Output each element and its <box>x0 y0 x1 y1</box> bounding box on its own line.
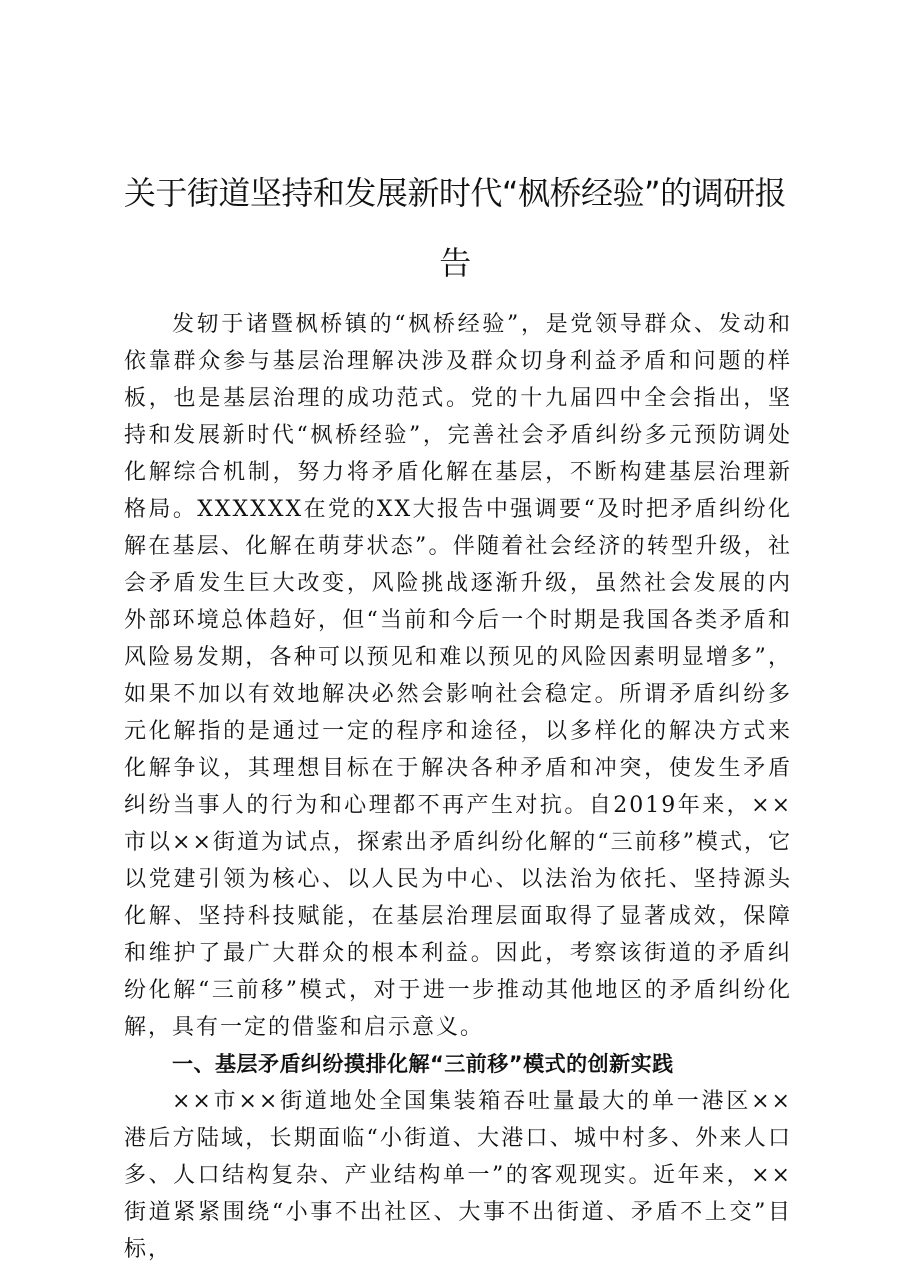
section-heading: 一、基层矛盾纠纷摸排化解“三前移”模式的创新实践 <box>172 1052 674 1076</box>
document-body <box>124 306 792 1268</box>
section-paragraph: ××市××街道地处全国集装箱吞吐量最大的单一港区××港后方陆域，长期面临“小街道、大港口、城中村多、外来人口多、人口结构复杂、产业结构单一”的客观现实。近年来，××街道紧紧围绕“小事不出社区、大事不出街道、矛盾不上交”目标， <box>124 1089 792 1262</box>
intro-paragraph: 发轫于诸暨枫桥镇的“枫桥经验”，是党领导群众、发动和依靠群众参与基层治理解决涉及群众切身利益矛盾和问题的样板，也是基层治理的成功范式。党的十九届四中全会指出，坚持和发展新时代“枫桥经验”，完善社会矛盾纠纷多元预防调处化解综合机制，努力将矛盾化解在基层，不断构建基层治理新格局。XXXXXX在党的XX大报告中强调要“及时把矛盾纠纷化解在基层、化解在萌芽状态”。伴随着社会经济的转型升级，社会矛盾发生巨大改变，风险挑战逐渐升级，虽然社会发展的内外部环境总体趋好，但“当前和今后一个时期是我国各类矛盾和风险易发期，各种可以预见和难以预见的风险因素明显增多”，如果不加以有效地解决必然会影响社会稳定。所谓矛盾纠纷多元化解指的是通过一定的程序和途径，以多样化的解决方式来化解争议，其理想目标在于解决各种矛盾和冲突，使发生矛盾纠纷当事人的行为和心理都不再产生对抗。自2019年来，××市以××街道为试点，探索出矛盾纠纷化解的“三前移”模式，它以党建引领为核心、以人民为中心、以法治为依托、坚持源头化解、坚持科技赋能，在基层治理层面取得了显著成效，保障和维护了最广大群众的根本利益。因此，考察该街道的矛盾纠纷化解“三前移”模式，对于进一步推动其他地区的矛盾纠纷化解，具有一定的借鉴和启示意义。 <box>124 312 792 1040</box>
document-title: 关于街道坚持和发展新时代“枫桥经验”的调研报告 <box>123 174 787 282</box>
